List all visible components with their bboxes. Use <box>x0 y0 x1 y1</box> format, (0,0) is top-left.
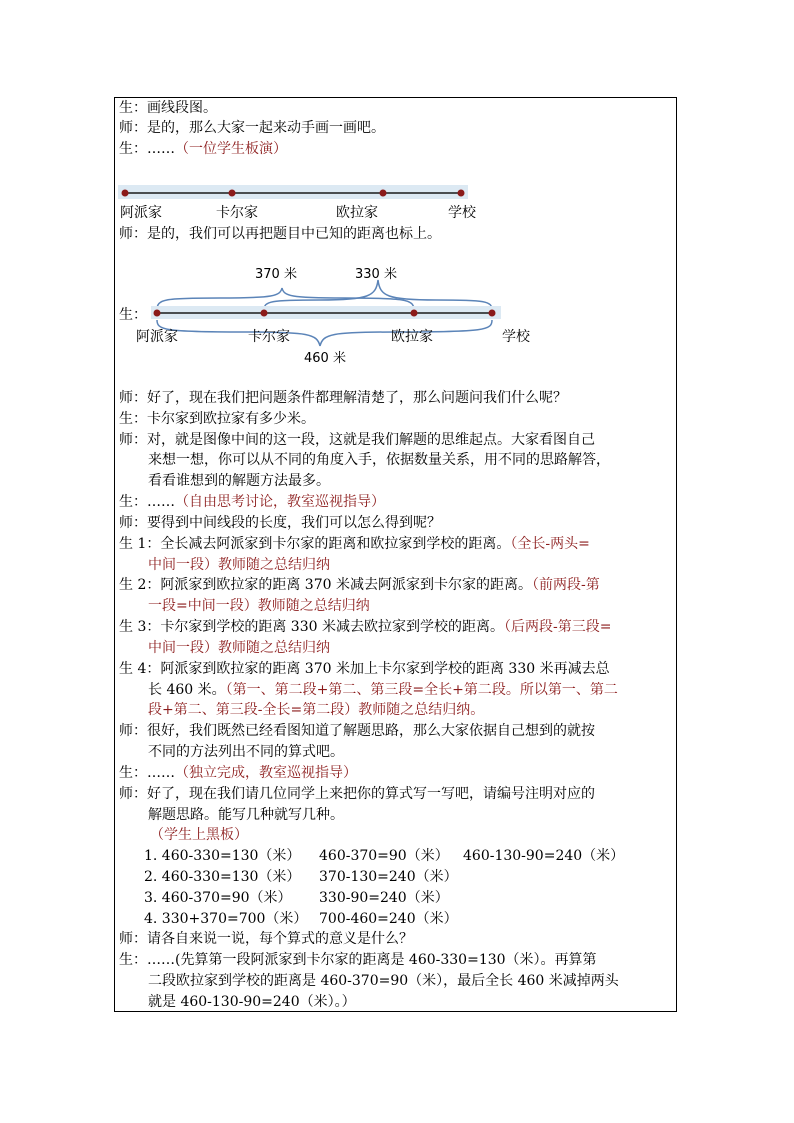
line-student-2: 生 2：阿派家到欧拉家的距离 370 米减去阿派家到卡尔家的距离。（前两段-第 <box>119 577 600 593</box>
point-kaer <box>229 190 236 197</box>
label-apai: 阿派家 <box>120 205 162 221</box>
line-student: 生：……（自由思考讨论，教室巡视指导） <box>119 494 385 510</box>
point-school <box>489 310 496 317</box>
line-teacher: 师：请各自来说一说，每个算式的意义是什么？ <box>119 931 413 947</box>
label-school: 学校 <box>448 205 476 221</box>
blackboard-note: （学生上黑板） <box>150 827 248 843</box>
label-apai: 阿派家 <box>136 329 178 345</box>
line-student-4-cont: 长 460 米。（第一、第二段+第二、第三段=全长+第二段。所以第一、第二 <box>148 682 618 698</box>
equation-row: 1. 460-330=130（米） 460-370=90（米） 460-130-90=240（米） <box>144 848 625 864</box>
line-teacher: 师：好了，现在我们请几位同学上来把你的算式写一写吧，请编号注明对应的 <box>119 786 595 802</box>
line-student-cont: 就是 460-130-90=240（米）。） <box>148 994 356 1010</box>
line-student-cont: 二段欧拉家到学校的距离是 460-370=90（米），最后全长 460 米减掉两头 <box>148 973 619 989</box>
label-kaer: 卡尔家 <box>248 329 290 345</box>
label-370m: 370 米 <box>255 267 297 282</box>
brace-460 <box>157 320 492 346</box>
line-teacher: 师：很好，我们既然已经看图知道了解题思路，那么大家依据自己想到的就按 <box>119 723 595 739</box>
line-student-3-cont: 中间一段）教师随之总结归纳 <box>148 640 330 656</box>
label-330m: 330 米 <box>355 267 397 282</box>
label-oula: 欧拉家 <box>336 205 378 221</box>
point-apai <box>154 310 161 317</box>
line-student: 生：……（独立完成，教室巡视指导） <box>119 765 357 781</box>
brace-330 <box>264 280 492 310</box>
line-teacher: 师：好了，现在我们把问题条件都理解清楚了，那么问题问我们什么呢？ <box>119 390 567 406</box>
line-student-1: 生 1：全长减去阿派家到卡尔家的距离和欧拉家到学校的距离。（全长-两头= <box>119 536 590 552</box>
line-teacher: 师：对，就是图像中间的这一段，这就是我们解题的思维起点。大家看图自己 <box>119 432 595 448</box>
point-oula <box>411 310 418 317</box>
line-teacher-cont: 来想一想，你可以从不同的角度入手，依据数量关系，用不同的思路解答， <box>148 452 610 468</box>
line-teacher: 师：是的，我们可以再把题目中已知的距离也标上。 <box>119 226 441 242</box>
label-kaer: 卡尔家 <box>216 205 258 221</box>
label-school: 学校 <box>502 329 530 345</box>
segment-band <box>118 185 468 199</box>
line-teacher: 师：是的，那么大家一起来动手画一画吧。 <box>119 120 385 136</box>
line-teacher: 师：要得到中间线段的长度，我们可以怎么得到呢？ <box>119 515 441 531</box>
equation-row: 3. 460-370=90（米） 330-90=240（米） <box>144 890 449 906</box>
line-student-3: 生 3：卡尔家到学校的距离 330 米减去欧拉家到学校的距离。（后两段-第三段= <box>119 619 612 635</box>
line-student: 生： <box>119 307 147 323</box>
point-oula <box>380 190 387 197</box>
line-student-4-cont: 段+第二、第三段-全长=第二段）教师随之总结归纳。 <box>148 702 485 718</box>
line-teacher-cont: 解题思路。能写几种就写几种。 <box>148 807 344 823</box>
line-student: 生：……(先算第一段阿派家到卡尔家的距离是 460-330=130（米）。再算第 <box>119 952 597 968</box>
line-student-2-cont: 一段=中间一段）教师随之总结归纳 <box>148 598 370 614</box>
point-school <box>458 190 465 197</box>
line-teacher-cont: 不同的方法列出不同的算式吧。 <box>148 744 344 760</box>
line-student: 生：卡尔家到欧拉家有多少米。 <box>119 411 315 427</box>
point-kaer <box>261 310 268 317</box>
point-apai <box>122 190 129 197</box>
line-segment-diagram-1 <box>114 180 677 225</box>
label-oula: 欧拉家 <box>391 329 433 345</box>
equation-row: 4. 330+370=700（米） 700-460=240（米） <box>144 911 458 927</box>
line-student-1-cont: 中间一段）教师随之总结归纳 <box>148 557 330 573</box>
label-460m: 460 米 <box>304 351 346 366</box>
equation-row: 2. 460-330=130（米） 370-130=240（米） <box>144 869 458 885</box>
line-teacher-cont: 看看谁想到的解题方法最多。 <box>148 473 330 489</box>
line-segment-diagram-2 <box>114 258 677 370</box>
line-student: 生：……（一位学生板演） <box>119 141 287 157</box>
line-student-4: 生 4：阿派家到欧拉家的距离 370 米加上卡尔家到学校的距离 330 米再减去总 <box>119 661 610 677</box>
line-student: 生：画线段图。 <box>119 100 217 116</box>
